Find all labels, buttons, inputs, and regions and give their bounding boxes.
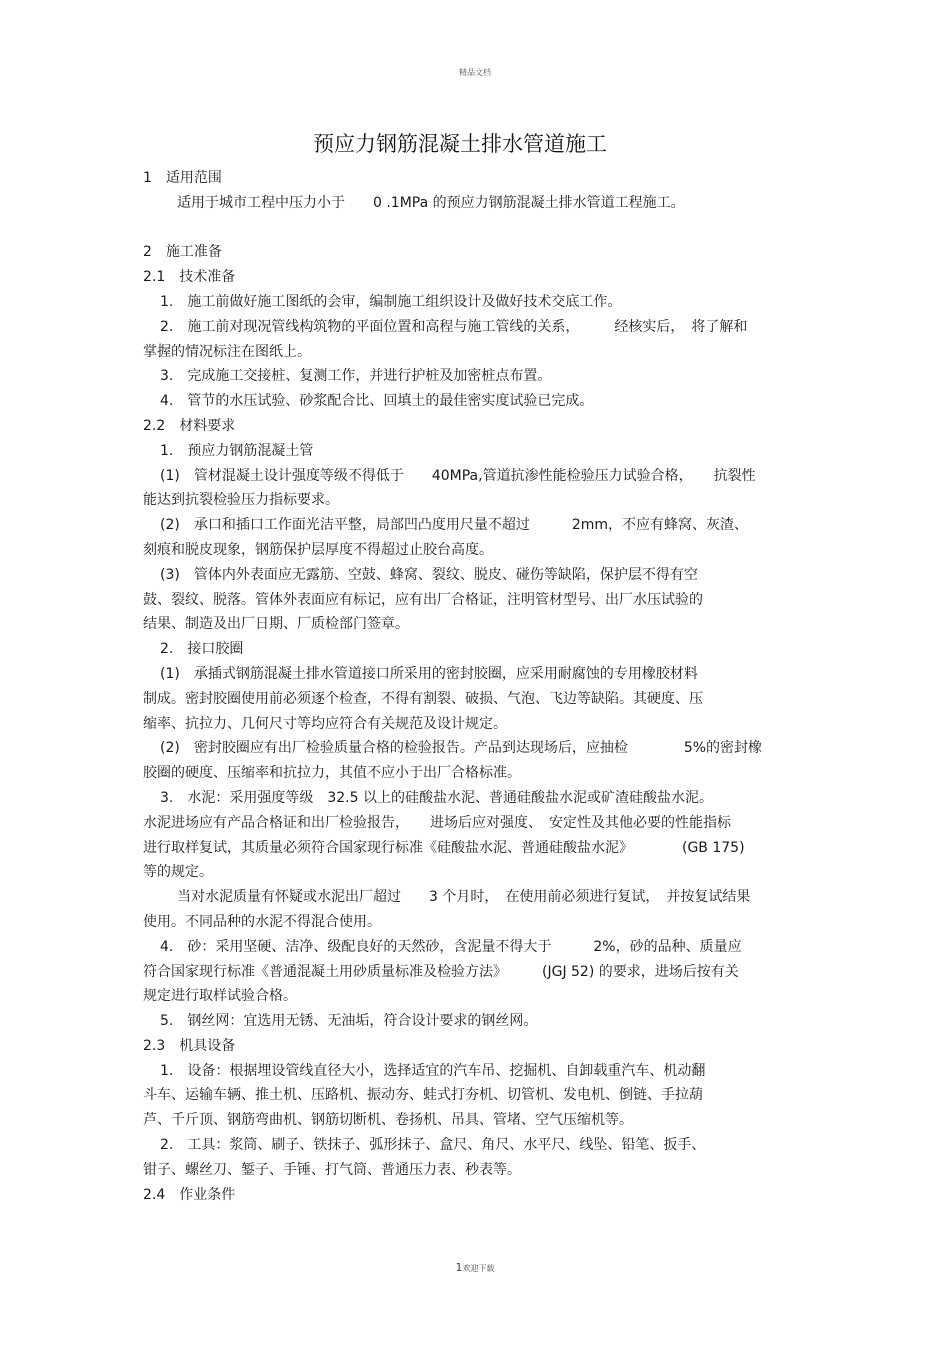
- text-line: 进行取样复试，其质量必须符合国家现行标准《硅酸盐水泥、普通硅酸盐水泥》 (GB 175): [143, 839, 745, 856]
- text-line: 等的规定。: [143, 864, 213, 881]
- document-body: [143, 166, 808, 1207]
- text-line: 2. 接口胶圈: [160, 641, 244, 658]
- text-line: 钳子、螺丝刀、錾子、手锤、打气筒、普通压力表、秒表等。: [143, 1161, 521, 1178]
- page-header: 精品文档: [459, 68, 491, 77]
- text-line: 2.1 技术准备: [143, 269, 236, 286]
- text-line: 当对水泥质量有怀疑或水泥出厂超过 3 个月时， 在使用前必须进行复试， 并按复试结果: [177, 889, 751, 906]
- text-line: 4. 砂：采用坚硬、洁净、级配良好的天然砂，含泥量不得大于 2%，砂的品种、质量应: [160, 938, 742, 955]
- text-line: 1. 预应力钢筋混凝土管: [160, 442, 314, 459]
- document-title: 预应力钢筋混凝土排水管道施工: [313, 132, 607, 156]
- text-line: 制成。密封胶圈使用前必须逐个检查，不得有割裂、破损、气泡、飞边等缺陷。其硬度、压: [143, 690, 703, 707]
- text-line: (2) 密封胶圈应有出厂检验质量合格的检验报告。产品到达现场后，应抽检 5%的密封橡: [160, 740, 763, 757]
- page-footer: [0, 1261, 950, 1274]
- text-line: [143, 216, 808, 241]
- text-line: 斗车、运输车辆、推土机、压路机、振动夯、蛙式打夯机、切管机、发电机、倒链、手拉葫: [143, 1087, 703, 1104]
- text-line: 刻痕和脱皮现象，钢筋保护层厚度不得超过止胶台高度。: [143, 541, 493, 558]
- text-line: 4. 管节的水压试验、砂浆配合比、回填土的最佳密实度试验已完成。: [160, 393, 594, 410]
- text-line: 适用于城市工程中压力小于 0 .1MPa 的预应力钢筋混凝土排水管道工程施工。: [177, 194, 685, 211]
- text-line: 符合国家现行标准《普通混凝土用砂质量标准及检验方法》 (JGJ 52) 的要求，进场后按有关: [143, 963, 739, 980]
- text-line: 缩率、抗拉力、几何尺寸等均应符合有关规范及设计规定。: [143, 715, 507, 732]
- text-line: 2. 工具：浆筒、刷子、铁抹子、弧形抹子、盒尺、角尺、水平尺、线坠、铅笔、扳手、: [160, 1137, 706, 1154]
- text-line: 2.2 材料要求: [143, 417, 236, 434]
- text-line: 3. 水泥：采用强度等级 32.5 以上的硅酸盐水泥、普通硅酸盐水泥或矿渣硅酸盐水泥。: [160, 789, 713, 806]
- text-line: 鼓、裂纹、脱落。管体外表面应有标记，应有出厂合格证，注明管材型号、出厂水压试验的: [143, 591, 703, 608]
- text-line: 3. 完成施工交接桩、复测工作，并进行护桩及加密桩点布置。: [160, 368, 552, 385]
- text-line: (2) 承口和插口工作面光洁平整，局部凹凸度用尺量不超过 2mm，不应有蜂窝、灰渣、: [160, 517, 749, 534]
- text-line: 掌握的情况标注在图纸上。: [143, 343, 311, 360]
- text-line: 1. 设备：根据埋设管线直径大小，选择适宜的汽车吊、挖掘机、自卸载重汽车、机动翻: [160, 1062, 706, 1079]
- text-line: (1) 管材混凝土设计强度等级不得低于 40MPa,管道抗渗性能检验压力试验合格， 抗裂性: [160, 467, 756, 484]
- text-line: 结果、制造及出厂日期、厂质检部门签章。: [143, 616, 409, 633]
- text-line: 能达到抗裂检验压力指标要求。: [143, 492, 339, 509]
- text-line: 芦、千斤顶、钢筋弯曲机、钢筋切断机、卷扬机、吊具、管堵、空气压缩机等。: [143, 1112, 633, 1129]
- text-line: 2.3 机具设备: [143, 1037, 236, 1054]
- text-line: 2.4 作业条件: [143, 1186, 236, 1203]
- text-line: (1) 承插式钢筋混凝土排水管道接口所采用的密封胶圈，应采用耐腐蚀的专用橡胶材料: [160, 665, 698, 682]
- text-line: 2. 施工前对现况管线构筑物的平面位置和高程与施工管线的关系， 经核实后， 将了解和: [160, 318, 748, 335]
- text-line: 胶圈的硬度、压缩率和抗拉力，其值不应小于出厂合格标准。: [143, 765, 521, 782]
- text-line: 使用。不同品种的水泥不得混合使用。: [143, 913, 381, 930]
- text-line: 2 施工准备: [143, 244, 222, 261]
- text-line: 5. 钢丝网：宜选用无锈、无油垢，符合设计要求的钢丝网。: [160, 1013, 538, 1030]
- footer-text: 欢迎下载: [462, 1264, 495, 1273]
- text-line: 1 适用范围: [143, 170, 222, 186]
- text-line: 1. 施工前做好施工图纸的会审，编制施工组织设计及做好技术交底工作。: [160, 293, 622, 310]
- page-number: 1: [455, 1261, 463, 1274]
- text-line: (3) 管体内外表面应无露筋、空鼓、蜂窝、裂纹、脱皮、碰伤等缺陷，保护层不得有空: [160, 566, 698, 583]
- text-line: 水泥进场应有产品合格证和出厂检验报告， 进场后应对强度、 安定性及其他必要的性能指标: [143, 814, 731, 831]
- text-line: 规定进行取样试验合格。: [143, 988, 297, 1005]
